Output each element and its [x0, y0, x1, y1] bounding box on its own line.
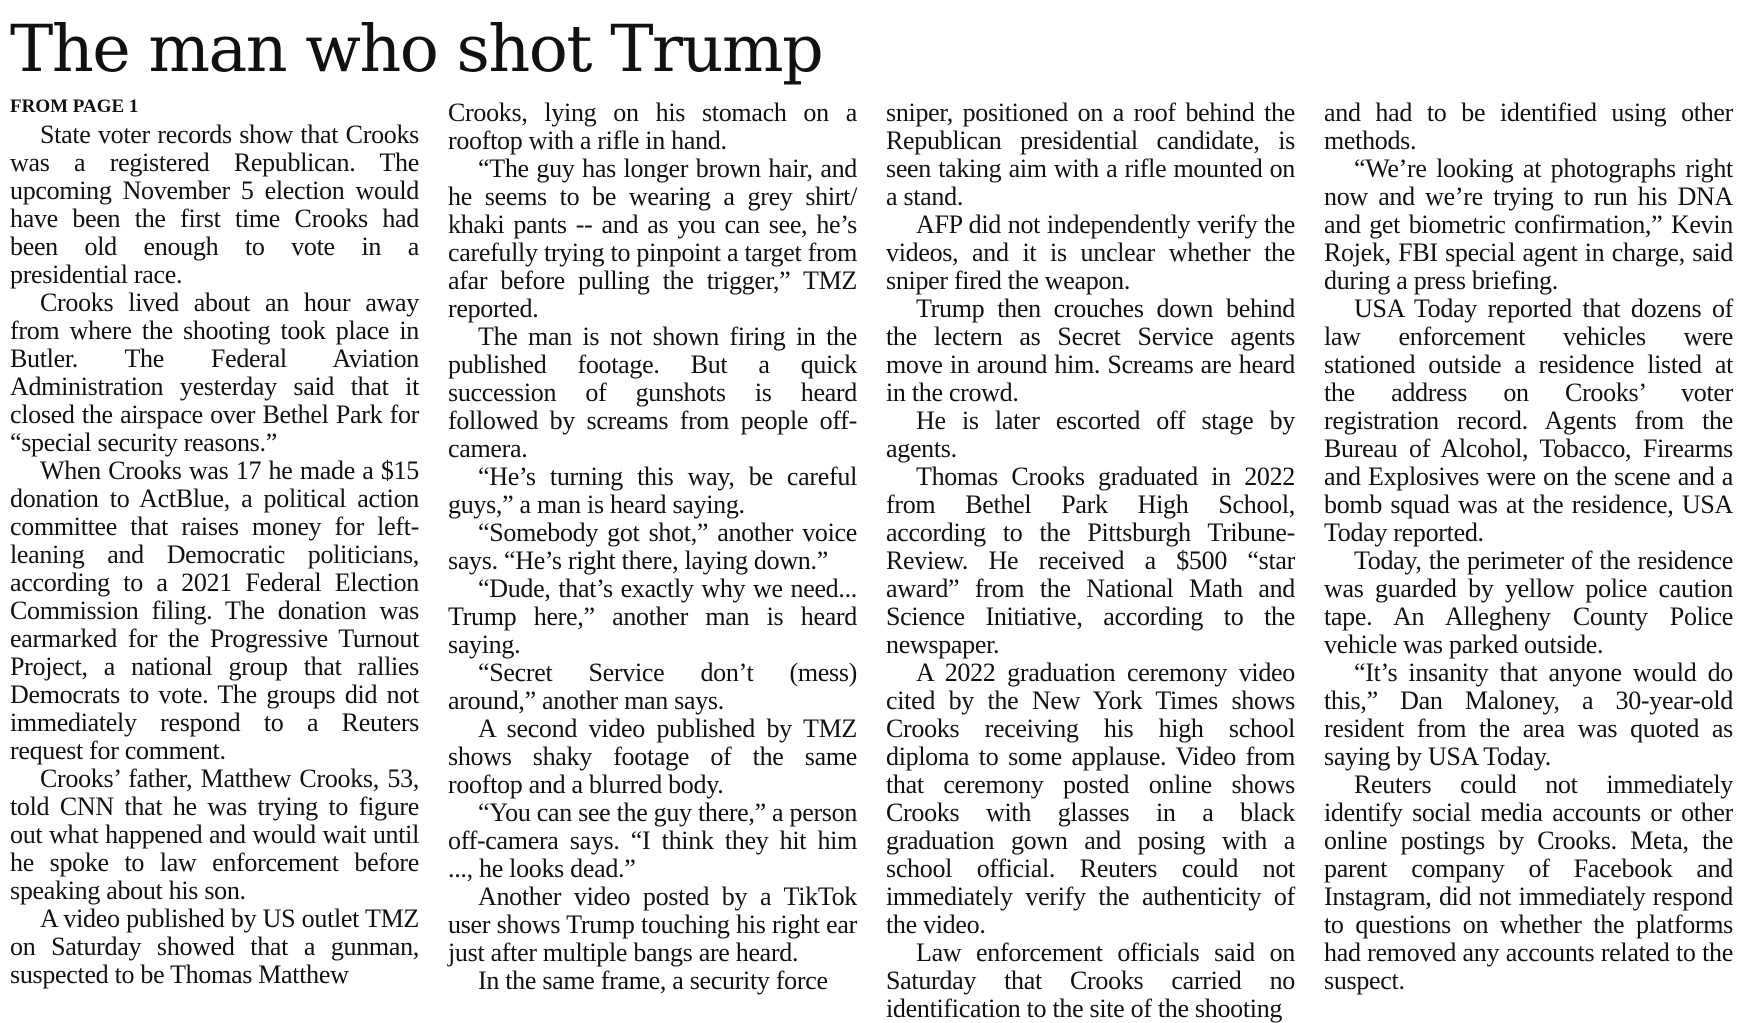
paragraph: He is later escorted off stage by agents.	[886, 406, 1295, 463]
paragraph: “We’re looking at photographs right now and we’re trying to run his DNA and get biometric confirmation,” Kevin Rojek, FBI special agent in charge, said during a press briefing.	[1324, 154, 1733, 295]
paragraph: “Secret Service don’t (mess) around,” another man says.	[448, 658, 857, 715]
paragraph: Reuters could not immediately identify social media accounts or other online postings by Crooks. Meta, the parent company of Facebook and Instagram, did not immediately respond to questions on whether the platforms had removed any accounts related to the suspect.	[1324, 770, 1733, 995]
paragraph: A video published by US outlet TMZ on Saturday showed that a gunman, suspected to be Thomas Matthew	[10, 904, 419, 989]
paragraph: State voter records show that Crooks was a registered Republican. The upcoming November 5 election would have been the first time Crooks had been old enough to vote in a presidential race.	[10, 120, 419, 289]
headline: The man who shot Trump	[10, 12, 823, 87]
paragraph: Thomas Crooks graduated in 2022 from Bethel Park High School, according to the Pittsburgh Tribune-Review. He received a $500 “star award” from the National Math and Science Initiative, according to the newspaper.	[886, 462, 1295, 659]
paragraph: USA Today reported that dozens of law enforcement vehicles were stationed outside a residence listed at the address on Crooks’ voter registration record. Agents from the Bureau of Alcohol, Tobacco, Firearms and Explosives were on the scene and a bomb squad was at the residence, USA Today reported.	[1324, 294, 1733, 547]
paragraph: “He’s turning this way, be careful guys,” a man is heard saying.	[448, 462, 857, 519]
paragraph: Today, the perimeter of the residence was guarded by yellow police caution tape. An Allegheny County Police vehicle was parked outside.	[1324, 546, 1733, 659]
paragraph: “It’s insanity that anyone would do this,” Dan Maloney, a 30-year-old resident from the area was quoted as saying by USA Today.	[1324, 658, 1733, 771]
paragraph: The man is not shown firing in the published footage. But a quick succession of gunshots is heard followed by screams from people off-camera.	[448, 322, 857, 463]
paragraph: AFP did not independently verify the videos, and it is unclear whether the sniper fired the weapon.	[886, 210, 1295, 295]
paragraph: When Crooks was 17 he made a $15 donation to ActBlue, a political action committee that raises money for left-leaning and Democratic politicians, according to a 2021 Federal Election Commission filing. The donation was earmarked for the Progressive Turnout Project, a national group that rallies Democrats to vote. The groups did not immediately respond to a Reuters request for comment.	[10, 456, 419, 765]
paragraph: Crooks’ father, Matthew Crooks, 53, told CNN that he was trying to figure out what happened and would wait until he spoke to law enforcement before speaking about his son.	[10, 764, 419, 905]
paragraph: “Somebody got shot,” another voice says. “He’s right there, laying down.”	[448, 518, 857, 575]
paragraph: “Dude, that’s exactly why we need... Trump here,” another man is heard saying.	[448, 574, 857, 659]
paragraph: “You can see the guy there,” a person off-camera says. “I think they hit him ..., he looks dead.”	[448, 798, 858, 883]
article-column-1	[10, 121, 419, 989]
paragraph: Crooks lived about an hour away from where the shooting took place in Butler. The Federal Aviation Administration yesterday said that it closed the airspace over Bethel Park for “special security reasons.”	[10, 288, 419, 457]
paragraph: “The guy has longer brown hair, and he seems to be wearing a grey shirt/ khaki pants -- and as you can see, he’s carefully trying to pinpoint a target from afar before pulling the trigger,” TMZ reported.	[448, 154, 857, 323]
paragraph: In the same frame, a security force	[478, 966, 828, 995]
paragraph: A 2022 graduation ceremony video cited by the New York Times shows Crooks receiving his high school diploma to some applause. Video from that ceremony posted online shows Crooks with glasses in a black graduation gown and posing with a school official. Reuters could not immediately verify the authenticity of the video.	[886, 658, 1295, 939]
article-column-2	[448, 99, 857, 995]
paragraph: Another video posted by a TikTok user shows Trump touching his right ear just after multiple bangs are heard.	[448, 882, 857, 967]
paragraph: Trump then crouches down behind the lectern as Secret Service agents move in around him. Screams are heard in the crowd.	[886, 294, 1295, 407]
paragraph: Crooks, lying on his stomach on a rooftop with a rifle in hand.	[448, 98, 857, 155]
paragraph: and had to be identified using other methods.	[1324, 98, 1733, 155]
article-column-3	[886, 99, 1295, 1023]
page-reference: FROM PAGE 1	[10, 96, 139, 117]
paragraph: A second video published by TMZ shows shaky footage of the same rooftop and a blurred body.	[448, 714, 857, 799]
paragraph: Law enforcement officials said on Saturday that Crooks carried no identification to the site of the shooting	[886, 938, 1295, 1023]
article-column-4	[1324, 99, 1733, 995]
paragraph: sniper, positioned on a roof behind the Republican presidential candidate, is seen taking aim with a rifle mounted on a stand.	[886, 98, 1295, 211]
